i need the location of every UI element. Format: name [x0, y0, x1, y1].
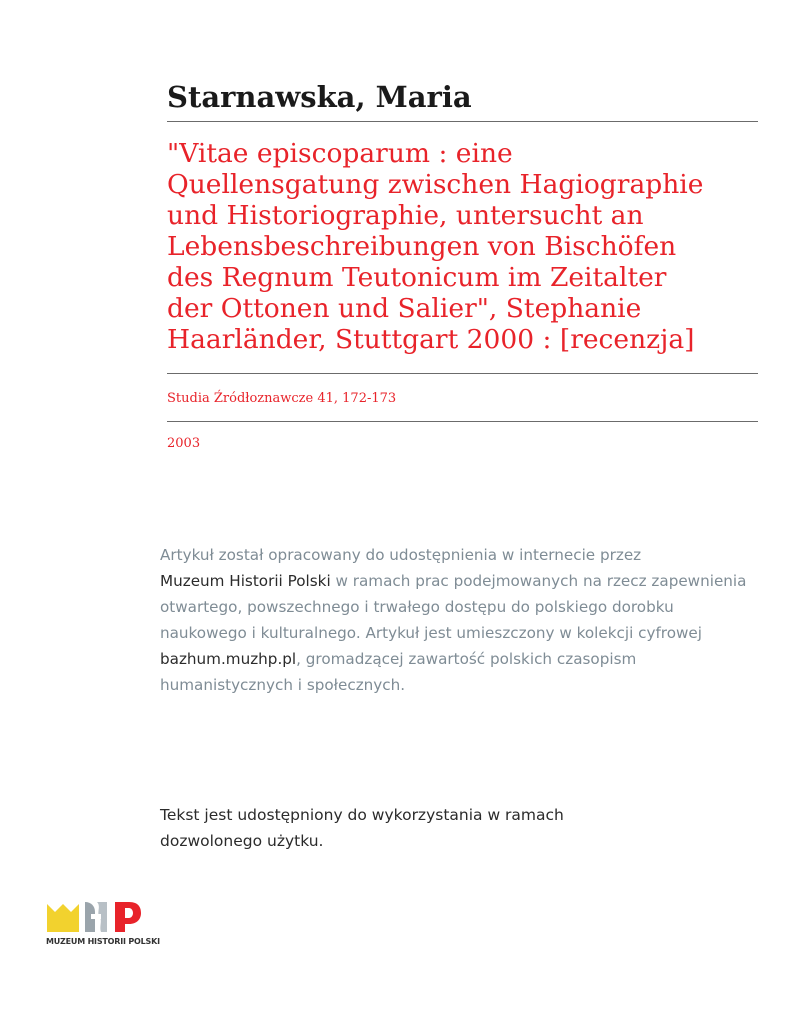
notice-text: w ramach prac podejmowanych na rzecz zapewnienia otwartego, powszechnego i trwałego dostępu do polskiego dorobku naukowego i kulturalnego. Artykuł jest umieszczony w kolekcji cyfrowej — [160, 572, 747, 642]
divider — [167, 373, 758, 374]
journal-source: Studia Źródłoznawcze 41, 172-173 — [167, 391, 397, 406]
publication-year: 2003 — [167, 436, 201, 451]
title-line: der Ottonen und Salier", Stephanie — [167, 293, 642, 324]
title-line: Haarländer, Stuttgart 2000 : [recenzja] — [167, 324, 695, 355]
digitization-notice — [160, 542, 760, 698]
divider — [167, 421, 758, 422]
logo-caption: MUZEUM HISTORII POLSKI — [46, 937, 160, 946]
title-line: Quellensgatung zwischen Hagiographie — [167, 169, 704, 200]
license-notice: Tekst jest udostępniony do wykorzystania w ramach dozwolonego użytku. — [160, 806, 564, 850]
mhp-logo-icon — [45, 896, 175, 956]
notice-text: Artykuł został opracowany do udostępnienia w internecie przez — [160, 546, 642, 564]
bazhum-link[interactable]: bazhum.muzhp.pl — [160, 650, 297, 668]
title-line: und Historiographie, untersucht an — [167, 200, 644, 231]
author-name: Starnawska, Maria — [167, 80, 472, 114]
title-line: "Vitae episcoparum : eine — [167, 138, 513, 169]
museum-name: Muzeum Historii Polski — [160, 572, 331, 590]
title-line: Lebensbeschreibungen von Bischöfen — [167, 231, 677, 262]
title-line: des Regnum Teutonicum im Zeitalter — [167, 262, 667, 293]
logo-m-shape — [47, 904, 79, 932]
logo-p-shape — [115, 902, 141, 932]
article-title — [167, 138, 767, 355]
notice-text: , gromadzącej zawartość polskich czasopism humanistycznych i społecznych. — [160, 650, 637, 694]
divider — [167, 121, 758, 122]
